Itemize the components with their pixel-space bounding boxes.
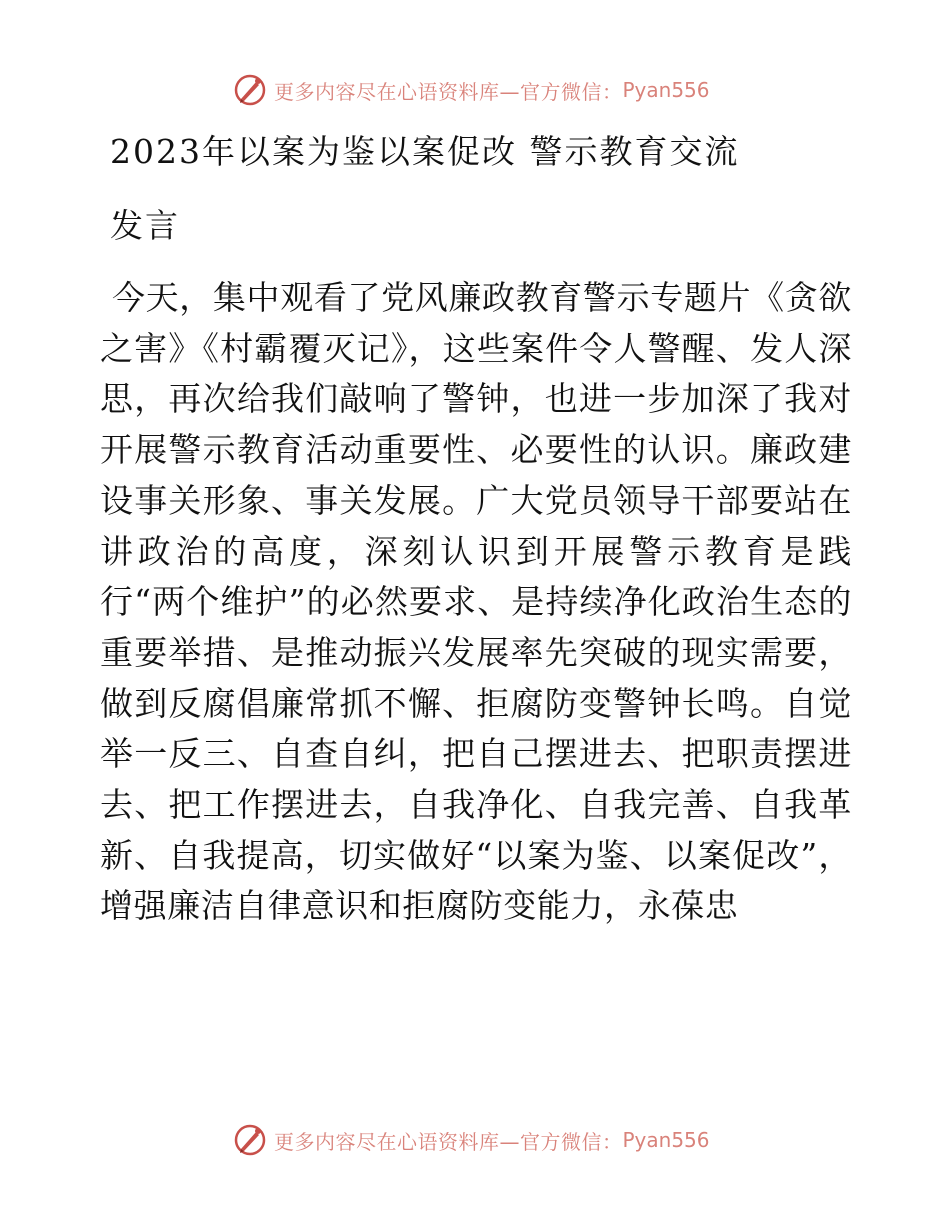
quill-logo-icon <box>232 1122 268 1158</box>
watermark-handle: Pyan556 <box>622 78 710 102</box>
quill-logo-icon <box>232 72 268 108</box>
watermark-footer <box>232 1120 710 1160</box>
document-body-paragraph: 今天，集中观看了党风廉政教育警示专题片《贪欲之害》《村霸覆灭记》，这些案件令人警醒、发人深思，再次给我们敲响了警钟，也进一步加深了我对开展警示教育活动重要性、必要性的认识。廉政建设事关形象、事关发展。广大党员领导干部要站在讲政治的高度，深刻认识到开展警示教育是践行“两个维护”的必然要求、是持续净化政治生态的重要举措、是推动振兴发展率先突破的现实需要，做到反腐倡廉常抓不懈、拒腐防变警钟长鸣。自觉举一反三、自查自纠，把自己摆进去、把职责摆进去、把工作摆进去，自我净化、自我完善、自我革新、自我提高，切实做好“以案为鉴、以案促改”，增强廉洁自律意识和拒腐防变能力，永葆忠 <box>100 278 852 926</box>
document-title-line-2: 发言 <box>110 206 180 245</box>
watermark-text: 更多内容尽在心语资料库—官方微信： <box>274 1129 623 1154</box>
watermark-handle: Pyan556 <box>622 1128 710 1152</box>
document-title-line-1: 2023年以案为鉴以案促改 警示教育交流 <box>110 132 740 171</box>
watermark-header <box>232 70 710 110</box>
watermark-text: 更多内容尽在心语资料库—官方微信： <box>274 79 623 104</box>
